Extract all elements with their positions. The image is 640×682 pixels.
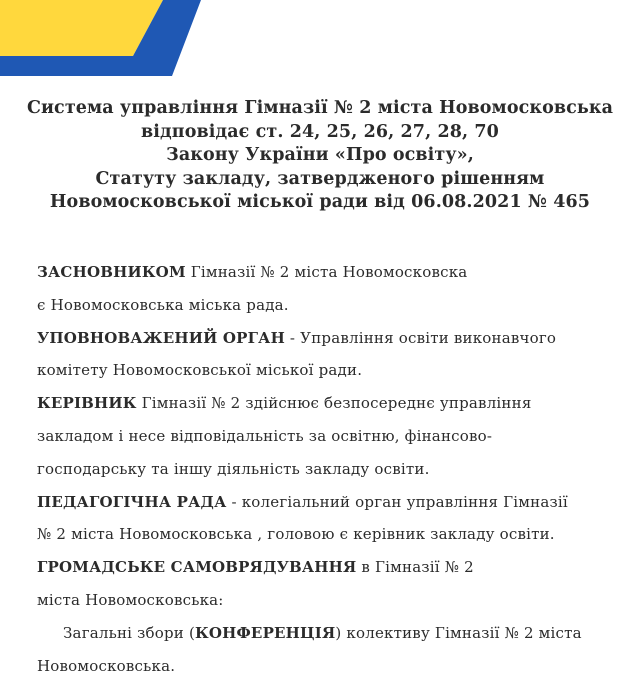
- assembly-post: ) колективу Гімназії № 2 міста: [335, 623, 582, 642]
- heading-line-3: Закону України «Про освіту»,: [166, 145, 474, 165]
- authorized-text-1: - Управління освіти виконавчого: [284, 328, 557, 347]
- council-line-1: [37, 486, 627, 519]
- heading-line-2: відповідає ст. 24, 25, 26, 27, 28, 70: [141, 121, 499, 142]
- heading-line-5: Новомосковської міської ради від 06.08.2021 № 465: [49, 192, 591, 212]
- selfgov-text-1: в Гімназії № 2: [356, 558, 474, 577]
- assembly-line-2: Новомосковська.: [37, 656, 176, 675]
- authorized-line-1: [37, 322, 627, 355]
- council-line-2: № 2 міста Новомосковська , головою є керівник закладу освіти.: [37, 525, 555, 544]
- assembly-term: КОНФЕРЕНЦІЯ: [195, 623, 336, 642]
- head-line-3: господарську та іншу діяльність закладу освіти.: [37, 459, 430, 478]
- document-body: [37, 256, 627, 682]
- founder-text-1: Гімназії № 2 міста Новомосковска: [185, 263, 468, 281]
- selfgov-term: ГРОМАДСЬКЕ САМОВРЯДУВАННЯ: [37, 558, 357, 577]
- assembly-pre: Загальні збори (: [63, 623, 196, 642]
- head-term: КЕРІВНИК: [37, 394, 137, 413]
- founder-line-2: є Новомосковська міська рада.: [37, 295, 289, 314]
- head-line-2: закладом і несе відповідальність за освітню, фінансово-: [37, 426, 493, 445]
- assembly-line-1: [37, 617, 627, 650]
- authorized-line-2: комітету Новомосковської міської ради.: [37, 361, 363, 380]
- head-line-1: [37, 387, 627, 420]
- founder-term: ЗАСНОВНИКОМ: [37, 263, 186, 281]
- head-text-1: Гімназії № 2 здійснює безпосереднє управління: [136, 394, 532, 413]
- council-text-1: - колегіальний орган управління Гімназії: [226, 492, 568, 511]
- selfgov-line-2: міста Новомосковська:: [37, 590, 224, 609]
- founder-line-1: [37, 256, 627, 289]
- council-term: ПЕДАГОГІЧНА РАДА: [37, 492, 227, 511]
- heading-line-1: Система управління Гімназії № 2 міста Новомосковська: [26, 98, 614, 118]
- selfgov-line-1: [37, 551, 627, 584]
- heading-line-4: Статуту закладу, затвердженого рішенням: [95, 168, 545, 189]
- flag-decoration: [0, 0, 640, 90]
- document-heading: [0, 97, 640, 215]
- authorized-term: УПОВНОВАЖЕНИЙ ОРГАН: [37, 328, 285, 347]
